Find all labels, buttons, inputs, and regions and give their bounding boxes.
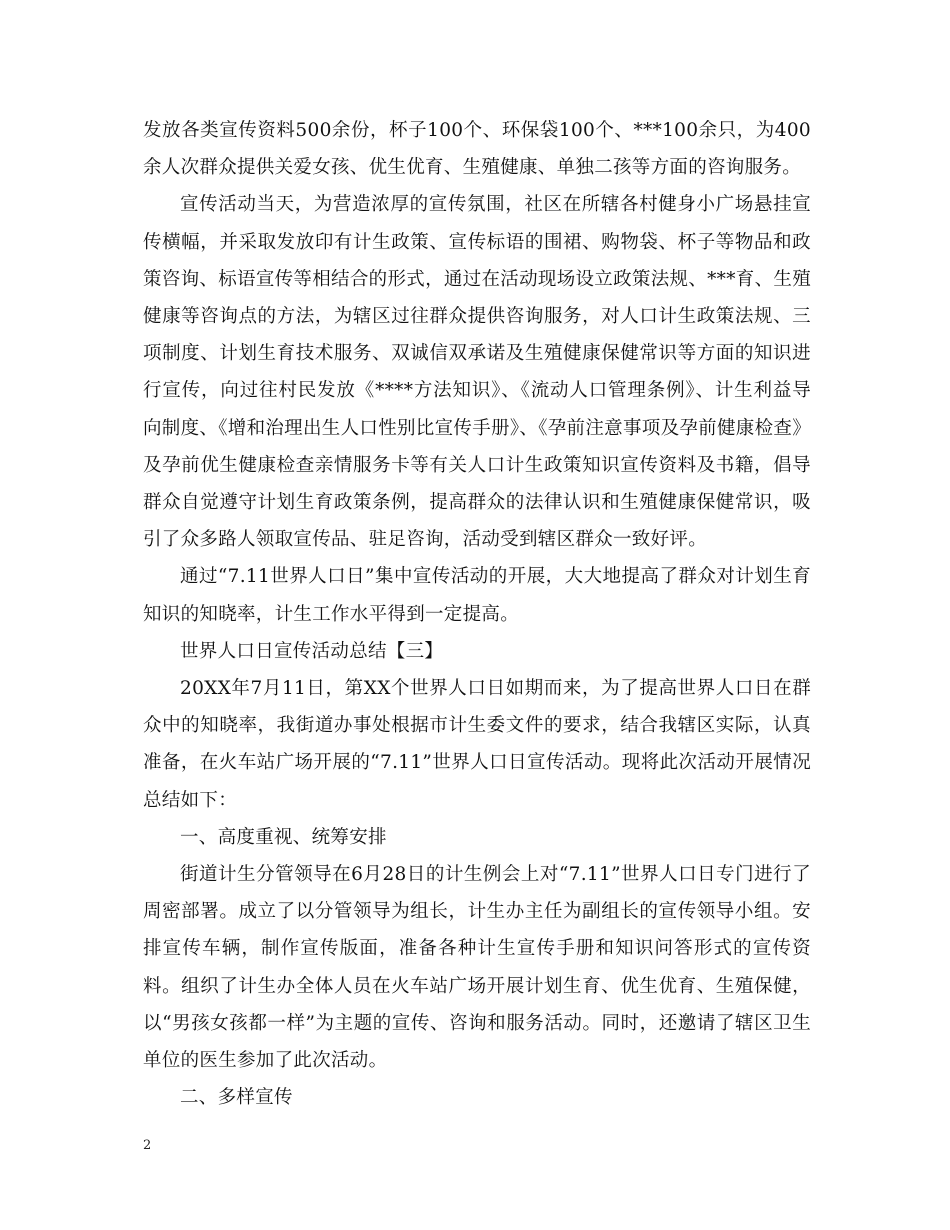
subheading-1: 一、高度重视、统筹安排	[180, 826, 387, 848]
subsection-1-paragraph: 街道计生分管领导在6月28日的计生例会上对“7.11”世界人口日专门进行了周密部署。成立了以分管领导为组长，计生办主任为副组长的宣传领导小组。安排宣传车辆，制作宣传版面，准备各种计生宣传手册和知识问答形式的宣传资料。组织了计生办全体人员在火车站广场开展计划生育、优生优育、生殖保健，以“男孩女孩都一样”为主题的宣传、咨询和服务活动。同时，还邀请了辖区卫生单位的医生参加了此次活动。	[143, 864, 811, 1072]
document-page	[143, 112, 811, 1116]
page-number: 2	[143, 1138, 152, 1153]
paragraph-3: 通过“7.11世界人口日”集中宣传活动的开展，大大地提高了群众对计划生育知识的知晓率，计生工作水平得到一定提高。	[143, 566, 811, 625]
section-intro-paragraph: 20XX年7月11日，第XX个世界人口日如期而来，为了提高世界人口日在群众中的知晓率，我街道办事处根据市计生委文件的要求，结合我辖区实际，认真准备，在火车站广场开展的“7.11”世界人口日宣传活动。现将此次活动开展情况总结如下：	[143, 678, 811, 811]
section-title: 世界人口日宣传活动总结【三】	[180, 640, 444, 662]
paragraph-1: 发放各类宣传资料500余份，杯子100个、环保袋100个、***100余只，为400余人次群众提供关爱女孩、优生优育、生殖健康、单独二孩等方面的咨询服务。	[143, 120, 811, 179]
subheading-2: 二、多样宣传	[180, 1087, 293, 1109]
paragraph-2: 宣传活动当天，为营造浓厚的宣传氛围，社区在所辖各村健身小广场悬挂宣传横幅，并采取发放印有计生政策、宣传标语的围裙、购物袋、杯子等物品和政策咨询、标语宣传等相结合的形式，通过在活动现场设立政策法规、***育、生殖健康等咨询点的方法，为辖区过往群众提供咨询服务，对人口计生政策法规、三项制度、计划生育技术服务、双诚信双承诺及生殖健康保健常识等方面的知识进行宣传，向过往村民发放《****方法知识》、《流动人口管理条例》、计生利益导向制度、《增和治理出生人口性别比宣传手册》、《孕前注意事项及孕前健康检查》及孕前优生健康检查亲情服务卡等有关人口计生政策知识宣传资料及书籍，倡导群众自觉遵守计划生育政策条例，提高群众的法律认识和生殖健康保健常识，吸引了众多路人领取宣传品、驻足咨询，活动受到辖区群众一致好评。	[143, 194, 811, 551]
